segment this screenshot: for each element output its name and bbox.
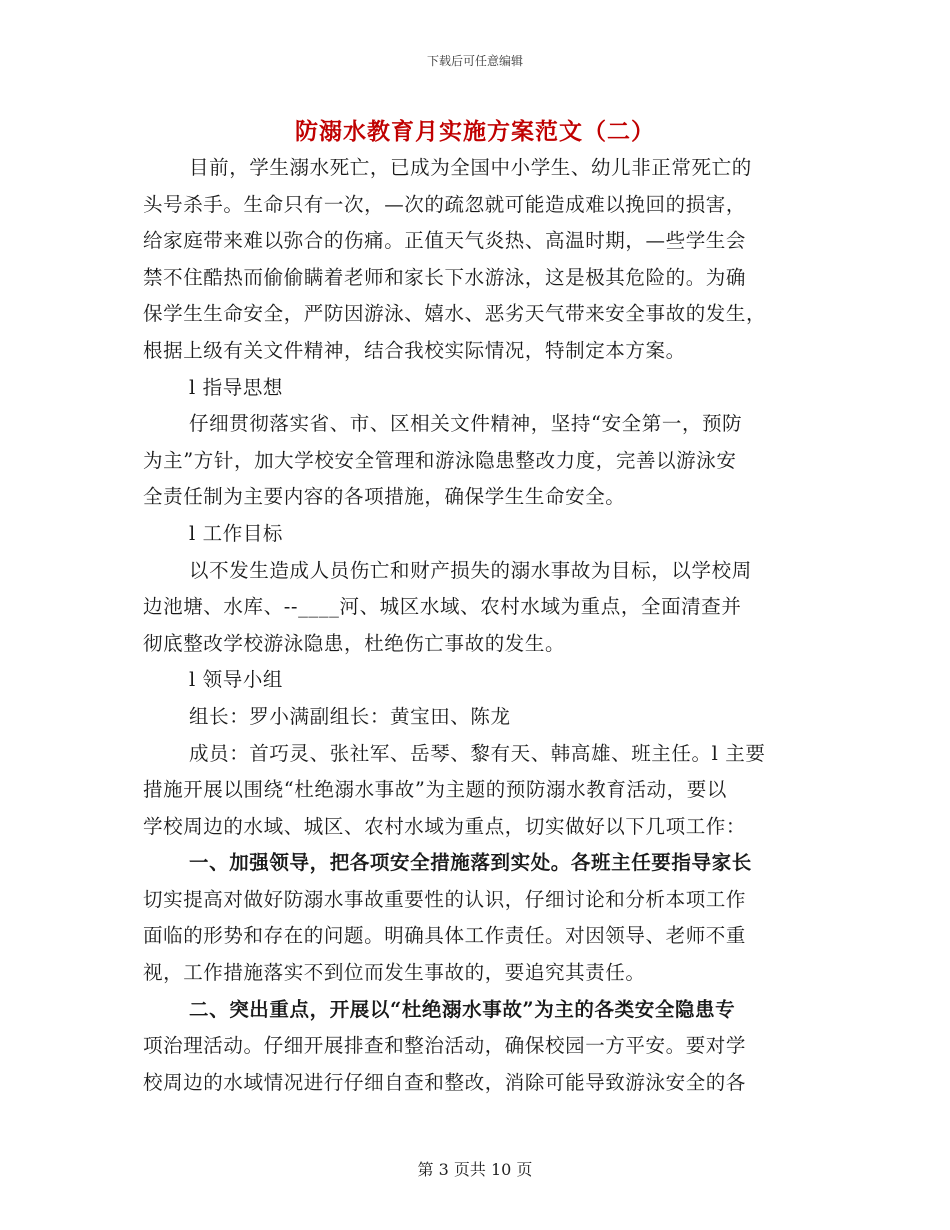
text-line: 禁不住酷热而偷偷瞒着老师和家长下水游泳，这是极其危险的。为确: [143, 265, 747, 289]
text-line: 边池塘、水库、--____河、城区水域、农村水域为重点，全面清查并: [143, 595, 742, 619]
section-heading: l 工作目标: [189, 521, 284, 545]
header-note: 下载后可任意编辑: [426, 54, 523, 68]
text-line: 校周边的水域情况进行仔细自查和整改，消除可能导致游泳安全的各: [143, 1070, 747, 1094]
document-body: [143, 150, 811, 1101]
text-line: 根据上级有关文件精神，结合我校实际情况，特制定本方案。: [143, 338, 686, 362]
section-heading: l 指导思想: [189, 375, 284, 399]
section-heading: l 领导小组: [189, 668, 284, 692]
text-line: 成员：首巧灵、张社军、岳琴、黎有天、韩高雄、班主任。l 主要: [189, 741, 766, 765]
text-line: 为主”方针，加大学校安全管理和游泳隐患整改力度，完善以游泳安: [143, 448, 737, 472]
text-line: 仔细贯彻落实省、市、区相关文件精神，坚持“安全第一，预防: [189, 412, 743, 436]
text-line: 全责任制为主要内容的各项措施，确保学生生命安全。: [143, 485, 626, 509]
document-title: 防溺水教育月实施方案范文（二）: [295, 118, 655, 145]
text-line: 组长：罗小满副组长：黄宝田、陈龙: [189, 704, 511, 728]
text-line: 切实提高对做好防溺水事故重要性的认识，仔细讨论和分析本项工作: [143, 887, 747, 911]
text-line: 目前，学生溺水死亡，已成为全国中小学生、幼儿非正常死亡的: [189, 156, 752, 179]
text-line: 视，工作措施落实不到位而发生事故的，要追究其责任。: [143, 961, 646, 985]
text-line: 一、加强领导，把各项安全措施落到实处。各班主任要指导家长: [189, 851, 752, 875]
text-line: 以不发生造成人员伤亡和财产损失的溺水事故为目标，以学校周: [189, 558, 752, 582]
text-line: 学校周边的水域、城区、农村水域为重点，切实做好以下几项工作：: [143, 814, 747, 838]
text-line: 二、突出重点，开展以“杜绝溺水事故”为主的各类安全隐患专: [189, 997, 736, 1021]
page-footer: 第 3 页共 10 页: [417, 1160, 533, 1179]
text-line: 彻底整改学校游泳隐患，杜绝伤亡事故的发生。: [143, 631, 566, 655]
text-line: 面临的形势和存在的问题。明确具体工作责任。对因领导、老师不重: [143, 924, 747, 948]
text-line: 头号杀手。生命只有一次，—次的疏忽就可能造成难以挽回的损害，: [143, 192, 747, 216]
text-line: 措施开展以围绕“杜绝溺水事故”为主题的预防溺水教育活动，要以: [143, 778, 727, 802]
text-line: 项治理活动。仔细开展排查和整治活动，确保校园一方平安。要对学: [143, 1034, 747, 1058]
text-line: 保学生生命安全，严防因游泳、嬉水、恶劣天气带来安全事故的发生，: [143, 302, 767, 326]
text-line: 给家庭带来难以弥合的伤痛。正值天气炎热、高温时期，—些学生会: [143, 229, 747, 253]
